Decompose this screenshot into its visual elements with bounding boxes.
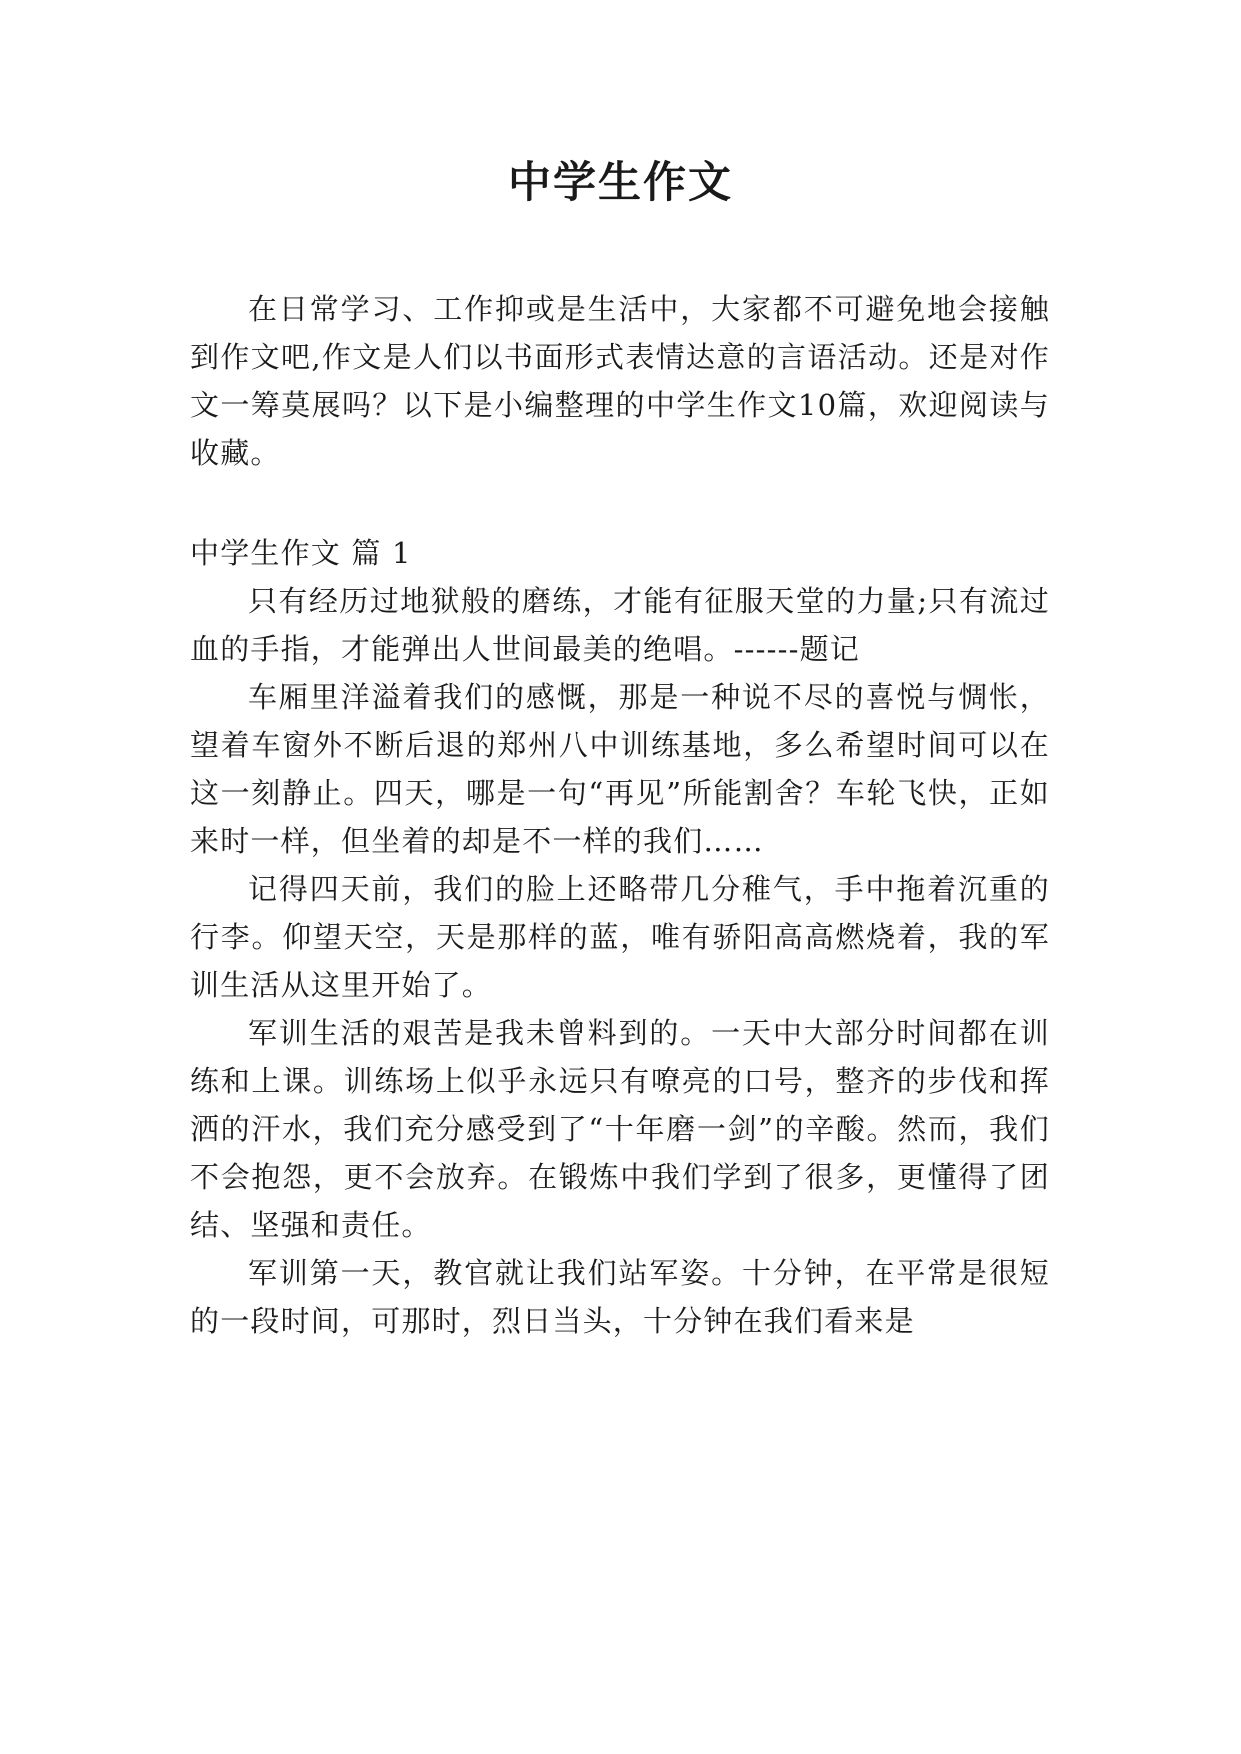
body-paragraph: 只有经历过地狱般的磨练，才能有征服天堂的力量;只有流过血的手指，才能弹出人世间最美的绝唱。------题记 [190,584,1050,666]
body-paragraph: 记得四天前，我们的脸上还略带几分稚气，手中拖着沉重的行李。仰望天空，天是那样的蓝，唯有骄阳高高燃烧着，我的军训生活从这里开始了。 [190,872,1050,1002]
document-body [190,285,1050,1345]
body-paragraph: 军训第一天，教官就让我们站军姿。十分钟，在平常是很短的一段时间，可那时，烈日当头，十分钟在我们看来是 [190,1256,1050,1338]
body-paragraph: 车厢里洋溢着我们的感慨，那是一种说不尽的喜悦与惆怅，望着车窗外不断后退的郑州八中训练基地，多么希望时间可以在这一刻静止。四天，哪是一句“再见”所能割舍？车轮飞快，正如来时一样，但坐着的却是不一样的我们…… [190,680,1050,858]
intro-paragraph: 在日常学习、工作抑或是生活中，大家都不可避免地会接触到作文吧,作文是人们以书面形式表情达意的言语活动。还是对作文一筹莫展吗？以下是小编整理的中学生作文10篇，欢迎阅读与收藏。 [190,292,1050,470]
section-heading: 中学生作文 篇 1 [190,536,412,570]
body-paragraph: 军训生活的艰苦是我未曾料到的。一天中大部分时间都在训练和上课。训练场上似乎永远只有嘹亮的口号，整齐的步伐和挥洒的汗水，我们充分感受到了“十年磨一剑”的辛酸。然而，我们不会抱怨，更不会放弃。在锻炼中我们学到了很多，更懂得了团结、坚强和责任。 [190,1016,1050,1242]
document-title: 中学生作文 [508,158,733,208]
